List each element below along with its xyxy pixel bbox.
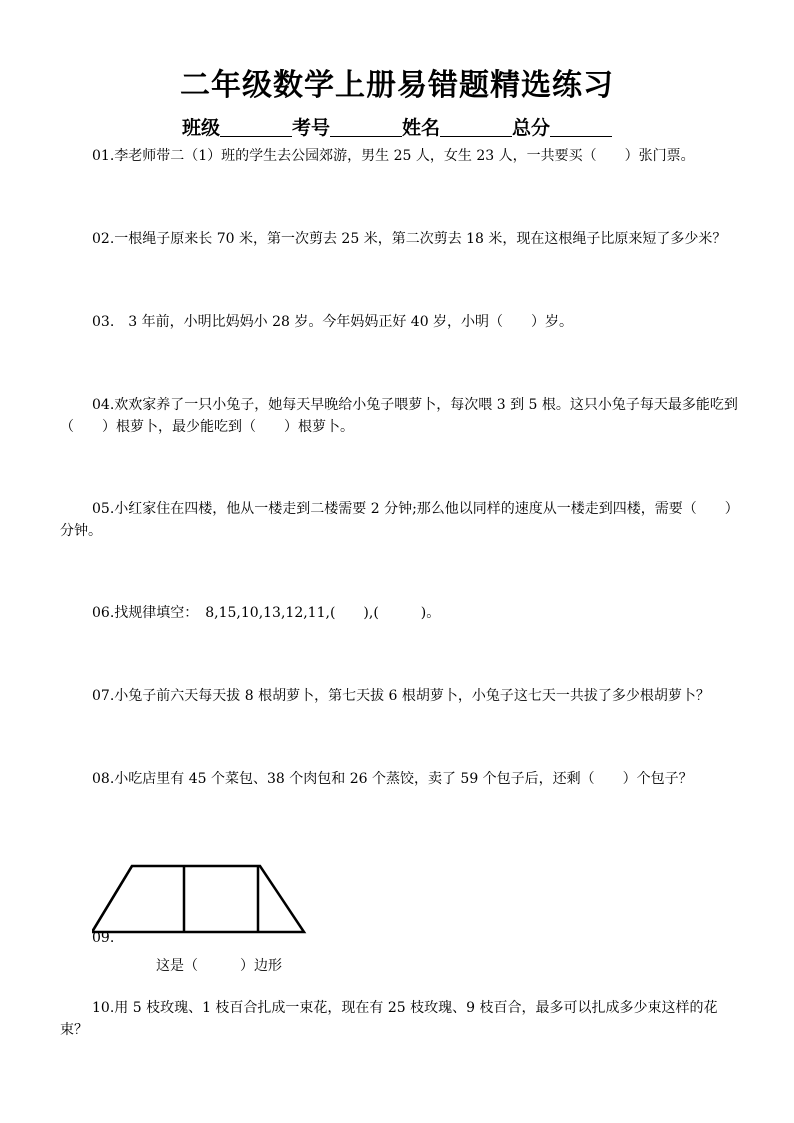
exam-no-label: 考号	[291, 117, 330, 139]
name-blank	[440, 118, 512, 137]
trapezoid-outline	[92, 866, 304, 932]
question-06: 06.找规律填空： 8,15,10,13,12,11,( ),( )。	[92, 605, 441, 621]
question-03: 03. 3 年前，小明比妈妈小 28 岁。今年妈妈正好 40 岁，小明（ ）岁。	[92, 314, 574, 330]
name-label: 姓名	[402, 117, 441, 139]
question-09-number: 09.	[92, 930, 115, 946]
page-title: 二年级数学上册易错题精选练习	[180, 68, 614, 103]
score-label: 总分	[512, 117, 551, 139]
class-blank	[220, 118, 292, 137]
question-07: 07.小兔子前六天每天拔 8 根胡萝卜，第七天拔 6 根胡萝卜，小兔子这七天一共拔了多少根胡萝卜？	[92, 688, 710, 704]
question-04: 04.欢欢家养了一只小兔子，她每天早晚给小兔子喂萝卜，每次喂 3 到 5 根。这只小兔子每天最多能吃到（ ）根萝卜，最少能吃到（ ）根萝卜。	[60, 397, 738, 435]
question-09-caption: 这是（ ）边形	[156, 958, 282, 974]
question-02: 02.一根绳子原来长 70 米，第一次剪去 25 米，第二次剪去 18 米，现在这根绳子比原来短了多少米？	[92, 231, 727, 247]
exam-no-blank	[330, 118, 402, 137]
question-08: 08.小吃店里有 45 个菜包、38 个肉包和 26 个蒸饺，卖了 59 个包子后，还剩（ ）个包子？	[92, 771, 693, 787]
student-info-line	[0, 113, 794, 140]
question-10: 10.用 5 枝玫瑰、1 枝百合扎成一束花，现在有 25 枝玫瑰、9 枝百合，最多可以扎成多少束这样的花束？	[60, 1000, 718, 1038]
trapezoid-figure	[92, 860, 312, 936]
score-blank	[550, 118, 612, 137]
class-label: 班级	[181, 117, 220, 139]
question-05: 05.小红家住在四楼，他从一楼走到二楼需要 2 分钟;那么他以同样的速度从一楼走到四楼，需要（ ）分钟。	[60, 501, 732, 539]
question-01: 01.李老师带二（1）班的学生去公园郊游，男生 25 人，女生 23 人，一共要买（ ）张门票。	[92, 148, 695, 164]
